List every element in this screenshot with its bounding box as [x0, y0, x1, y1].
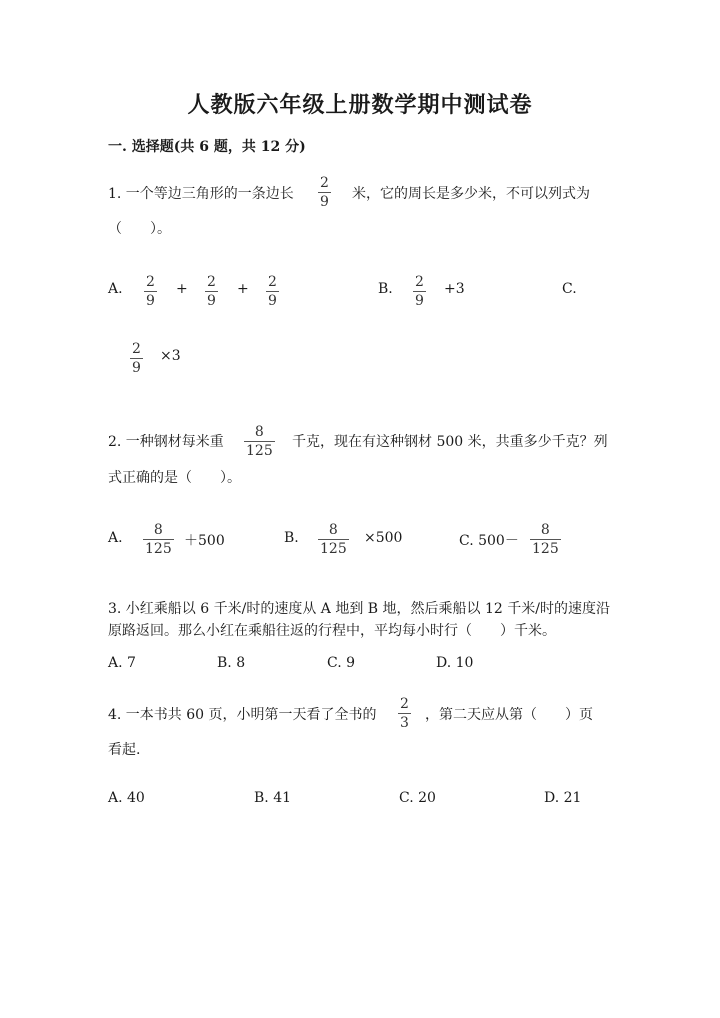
q3-option-b: B. 8	[217, 655, 246, 671]
frac-num: 2	[400, 696, 409, 712]
q1-option-c-rest: ×3	[160, 348, 181, 364]
plus-sign: +	[176, 281, 188, 297]
fraction-bar	[413, 291, 426, 292]
q2-option-a-rest: ＋500	[184, 533, 225, 549]
q2-option-b-frac	[318, 522, 349, 557]
frac-den: 9	[146, 293, 155, 309]
q3-option-a: A. 7	[108, 655, 136, 671]
q1-option-a-frac-2	[205, 274, 218, 309]
fraction-bar	[398, 713, 411, 714]
q3-option-d: D. 10	[436, 655, 474, 671]
frac-num: 2	[415, 274, 424, 290]
q1-fraction	[318, 175, 331, 210]
frac-num: 8	[254, 424, 264, 440]
frac-num: 8	[328, 522, 338, 538]
q4-option-d: D. 21	[544, 790, 582, 806]
q1-text-b: 米，它的周长是多少米，不可以列式为	[352, 186, 590, 202]
q1-frac-den: 9	[320, 194, 329, 210]
fraction-bar	[318, 539, 349, 540]
section-heading: 一. 选择题(共 6 题，共 12 分)	[108, 139, 306, 155]
fraction-bar	[266, 291, 279, 292]
q4-option-a: A. 40	[108, 790, 145, 806]
frac-den: 9	[132, 360, 141, 376]
q4-text-b: ，第二天应从第（ ）页	[425, 707, 593, 723]
frac-den: 9	[207, 293, 216, 309]
fraction-bar	[143, 539, 174, 540]
q2-option-a-frac	[143, 522, 174, 557]
q1-frac-num: 2	[320, 175, 329, 191]
q1-option-a-frac-1	[144, 274, 157, 309]
q4-fraction	[398, 696, 411, 731]
fraction-bar	[318, 192, 331, 193]
frac-den: 125	[145, 541, 172, 557]
frac-den: 125	[320, 541, 347, 557]
q1-option-b-frac	[413, 274, 426, 309]
fraction-bar	[244, 441, 275, 442]
q1-option-b-label: B.	[378, 281, 393, 297]
frac-den: 9	[268, 293, 277, 309]
q2-option-c-frac	[530, 522, 561, 557]
q2-fraction	[244, 424, 275, 459]
q2-option-b-rest: ×500	[364, 530, 403, 546]
q1-text-a: 1. 一个等边三角形的一条边长	[108, 186, 294, 202]
q4-option-c: C. 20	[399, 790, 436, 806]
frac-num: 8	[540, 522, 550, 538]
q1-option-b-rest: +3	[444, 281, 465, 297]
frac-num: 2	[268, 274, 277, 290]
q3-option-c: C. 9	[327, 655, 356, 671]
frac-den: 9	[415, 293, 424, 309]
page-title: 人教版六年级上册数学期中测试卷	[187, 92, 533, 118]
q4-option-b: B. 41	[254, 790, 292, 806]
q1-option-a-label: A.	[108, 281, 123, 297]
q4-text-a: 4. 一本书共 60 页，小明第一天看了全书的	[108, 707, 377, 723]
q2-option-a-label: A.	[108, 530, 123, 546]
plus-sign: +	[237, 281, 249, 297]
q2-option-b-label: B.	[284, 530, 299, 546]
q1-option-a-frac-3	[266, 274, 279, 309]
frac-num: 8	[153, 522, 163, 538]
q2-text-a: 2. 一种钢材每米重	[108, 434, 224, 450]
fraction-bar	[144, 291, 157, 292]
frac-den: 125	[246, 443, 273, 459]
frac-num: 2	[207, 274, 216, 290]
q3-line-1: 3. 小红乘船以 6 千米/时的速度从 A 地到 B 地，然后乘船以 12 千米/时的速度沿	[108, 601, 610, 617]
q1-option-c-frac	[130, 341, 143, 376]
q2-text-b: 千克，现在有这种钢材 500 米，共重多少千克？列	[292, 434, 608, 450]
frac-num: 2	[132, 341, 141, 357]
fraction-bar	[205, 291, 218, 292]
fraction-bar	[130, 358, 143, 359]
frac-num: 2	[146, 274, 155, 290]
q4-text-c: 看起.	[108, 742, 141, 758]
q1-option-c-label: C.	[562, 281, 577, 297]
q2-text-c: 式正确的是（ ）。	[108, 470, 241, 486]
frac-den: 125	[532, 541, 559, 557]
frac-den: 3	[400, 715, 409, 731]
q1-text-c: （ ）。	[108, 221, 171, 237]
q2-option-c-label: C. 500－	[459, 533, 519, 549]
fraction-bar	[530, 539, 561, 540]
q3-line-2: 原路返回。那么小红在乘船往返的行程中，平均每小时行（ ）千米。	[108, 623, 556, 639]
